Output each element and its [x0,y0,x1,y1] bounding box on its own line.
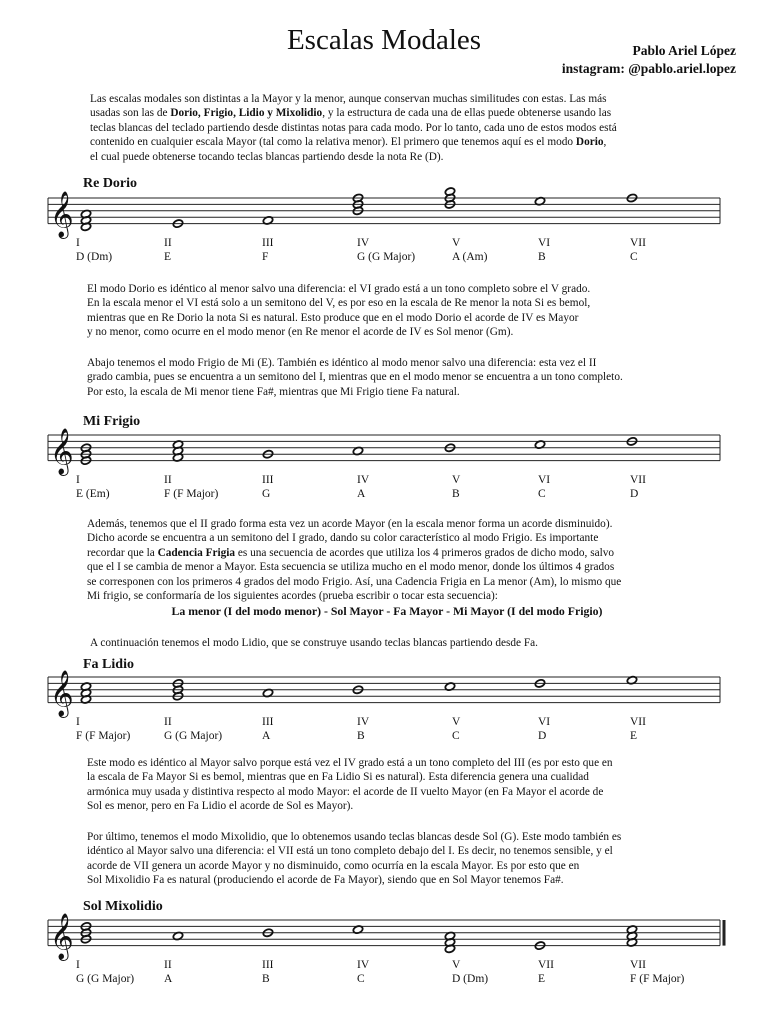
degree-numeral: VII [630,715,646,728]
degree-chord: C [630,250,638,263]
degree-numeral: II [164,236,172,249]
author-name: Pablo Ariel López [632,43,736,58]
degree-numeral: VII [630,958,646,971]
degree-numeral: I [76,715,80,728]
degree-chord: E [164,250,172,263]
degree-chord: A (Am) [452,250,488,263]
degree-numeral: II [164,715,172,728]
section-title-fa-lidio: Fa Lidio [83,657,134,672]
degree-chord: A [262,729,271,742]
section-title-mi-frigio: Mi Frigio [83,414,141,429]
degree-numeral: VI [538,473,551,486]
degree-chord: F (F Major) [164,487,219,500]
degree-numeral: IV [357,715,370,728]
degree-label [357,958,369,986]
degree-label [262,958,274,986]
degree-chord: C [452,729,460,742]
degree-numeral: VII [630,473,646,486]
degree-chord: D [538,729,547,742]
dorio-paragraph: El modo Dorio es idéntico al menor salvo una diferencia: el VI grado está a un tono completo sobre el V grado. En la escala menor el VI está solo a un semitono del V, es por eso en la escala de Re menor la nota Si es bemol, mientras que en Re Dorio la nota Si es natural. Esto produce que en el modo Dorio el acorde de IV es Mayor y no menor, como ocurre en el modo menor (en Re menor el acorde de IV es Sol menor (Gm). [87,283,591,339]
degree-chord: G (G Major) [357,250,416,263]
degree-numeral: VI [538,715,551,728]
degree-chord: D [630,487,639,500]
page-title: Escalas Modales [286,24,482,56]
section-title-re-dorio: Re Dorio [83,176,138,191]
degree-numeral: VI [538,236,551,249]
treble-clef-icon: 𝄞 [50,913,74,960]
degree-chord: D (Dm) [76,250,113,263]
frigio-intro-paragraph: Abajo tenemos el modo Frigio de Mi (E). También es idéntico al modo menor salvo una diferencia: esta vez el II grado cambia, pues se encuentra a un semitono del I, mientras que en el modo menor se encuentra a un tono completo. Por esto, la escala de Mi menor tiene Fa#, mientras que Mi Frigio tiene Fa natural. [87,357,623,398]
lidio-paragraph: Este modo es idéntico al Mayor salvo porque está vez el IV grado está a un tono completo del III (es por esto que en la escala de Fa Mayor Si es bemol, mientras que en Fa Lidio Si es natural). Esta diferencia genera una cualidad armónica muy usada y distintiva respecto al modo Mayor: el acorde de II vuelto Mayor (en Fa Mayor el acorde de Sol es menor, pero en Fa Lidio el acorde de Sol es Mayor). [87,757,613,813]
degree-numeral: I [76,236,80,249]
degree-numeral: V [452,473,461,486]
degree-label [452,958,488,986]
lidio-intro: A continuación tenemos el modo Lidio, que se construye usando teclas blancas partiendo desde Fa. [90,637,538,649]
treble-clef-icon: 𝄞 [50,191,74,238]
degree-label [164,958,172,986]
degree-chord: E [630,729,638,742]
degree-label [76,958,134,986]
degree-chord: B [262,972,270,985]
mixolidio-intro-paragraph: Por último, tenemos el modo Mixolidio, que lo obtenemos usando teclas blancas desde Sol (G). Este modo también es idéntico al Mayor salvo una diferencia: el VII está un tono completo debajo del I. Es decir, no tenemos sensible, y el acorde de VII genera un acorde Mayor y no disminuido, como ocurría en la escala Mayor. Es por esto que en Sol Mixolidio Fa es natural (produciendo el acorde de Fa Mayor), siendo que en Sol Mayor tenemos Fa#. [87,831,622,887]
degree-chord: C [538,487,546,500]
degree-numeral: V [452,236,461,249]
degree-chord: A [357,487,366,500]
degree-numeral: V [452,715,461,728]
degree-chord: G [262,487,271,500]
degree-chord: F [262,250,269,263]
treble-clef-icon: 𝄞 [50,670,74,717]
degree-numeral: III [262,236,274,249]
degree-chord: B [357,729,365,742]
degree-numeral: IV [357,236,370,249]
degree-chord: F (F Major) [76,729,131,742]
frigio-paragraph: Además, tenemos que el II grado forma esta vez un acorde Mayor (en la escala menor forma un acorde disminuido). Dicho acorde se encuentra a un semitono del I grado, dando su color característico al modo Frigio. Es importante recordar que la Cadencia Frigia es una secuencia de acordes que utiliza los 4 primeros grados de dicho modo, salvo que el I se cambia de menor a Mayor. Esta secuencia se utiliza mucho en el modo menor, donde los últimos 4 grados se corresponen con los primeros 4 grados del modo Frigio. Así, una Cadencia Frigia en La menor (Am), lo mismo que Mi frigio, se conformaría de los siguientes acordes (prueba escribir o tocar esta secuencia): [87,518,622,603]
frigio-cadence: La menor (I del modo menor) - Sol Mayor - Fa Mayor - Mi Mayor (I del modo Frigio) [171,604,603,618]
degree-chord: F (F Major) [630,972,685,985]
degree-numeral: I [76,958,80,971]
degree-numeral: II [164,958,172,971]
degree-chord: D (Dm) [452,972,489,985]
degree-chord: G (G Major) [164,729,223,742]
degree-numeral: II [164,473,172,486]
degree-numeral: IV [357,958,370,971]
degree-numeral: IV [357,473,370,486]
section-title-sol-mixolidio: Sol Mixolidio [83,899,163,914]
degree-label [630,958,684,986]
degree-numeral: VII [630,236,646,249]
degree-numeral: III [262,715,274,728]
degree-numeral: I [76,473,80,486]
author-instagram: instagram: @pablo.ariel.lopez [561,61,736,76]
treble-clef-icon: 𝄞 [50,428,74,475]
degree-chord: A [164,972,173,985]
degree-chord: B [452,487,460,500]
degree-chord: E (Em) [76,487,110,500]
degree-chord: G (G Major) [76,972,135,985]
degree-numeral: VII [538,958,554,971]
degree-label [538,958,554,986]
degree-chord: C [357,972,365,985]
degree-numeral: III [262,473,274,486]
intro-paragraph: Las escalas modales son distintas a la Mayor y la menor, aunque conservan muchas similitudes con estas. Las más usadas son las de Dorio, Frigio, Lidio y Mixolidio, y la estructura de cada una de ellas puede obtenerse usando las teclas blancas del teclado partiendo desde distintas notas para cada modo. Por lo tanto, cada uno de estos modos está contenido en cualquier escala Mayor (tal como la relativa menor). El primero que tenemos aquí es el modo Dorio, el cual puede obtenerse tocando teclas blancas partiendo desde la nota Re (D). [90,93,617,163]
degree-chord: B [538,250,546,263]
degree-numeral: V [452,958,461,971]
degree-chord: E [538,972,546,985]
degree-numeral: III [262,958,274,971]
